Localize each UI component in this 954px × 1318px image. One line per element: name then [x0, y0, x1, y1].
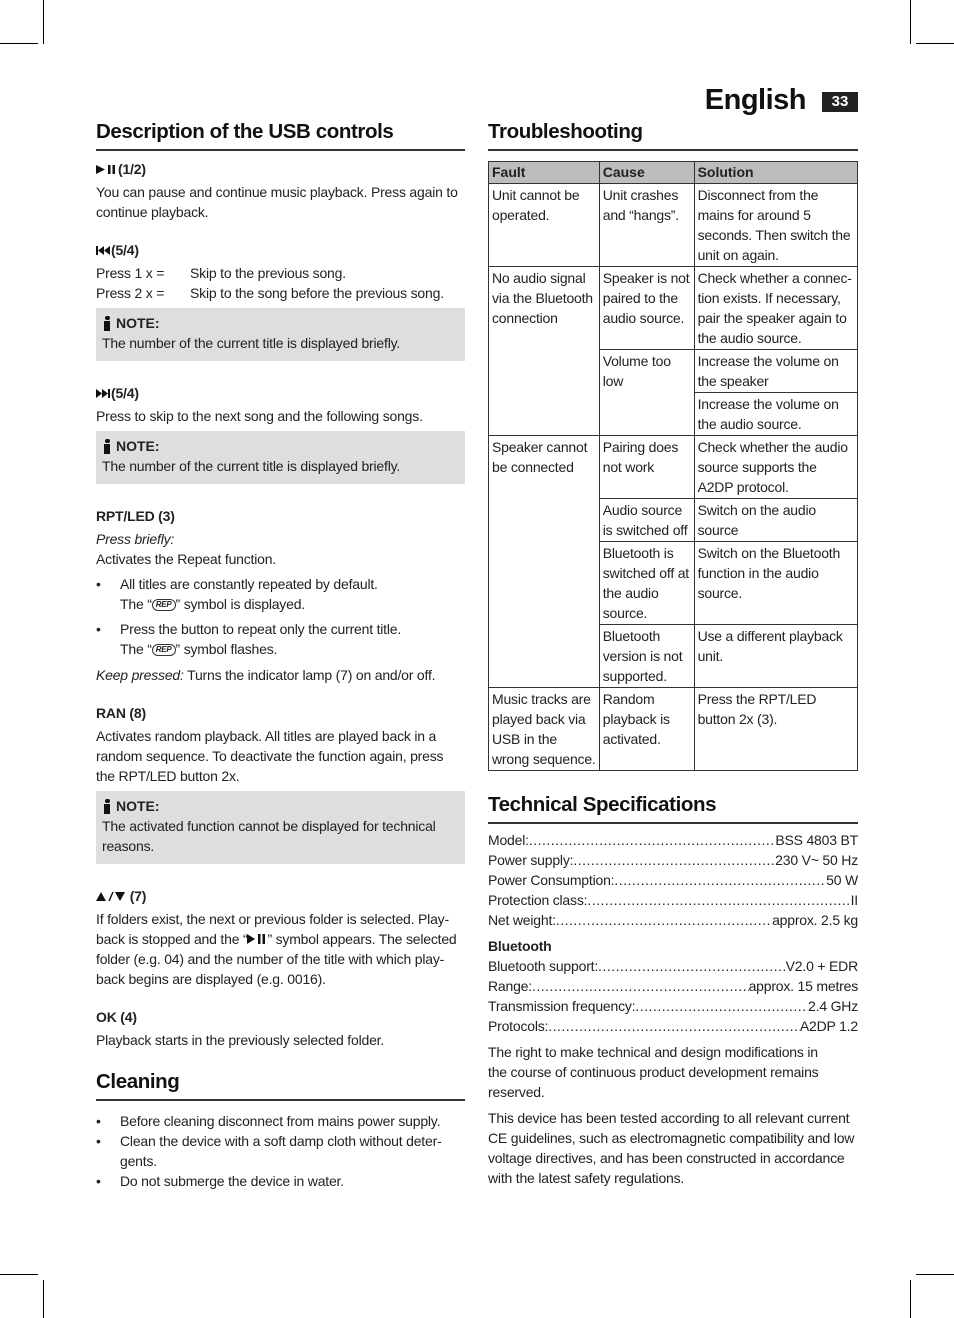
ce-compliance-note: This device has been tested according to all relevant current CE guidelines, such as electromagnetic compatibility and low voltage directives, and has been constructed in accordance with the latest safety regulations.	[488, 1110, 855, 1186]
column-header: Fault	[489, 162, 600, 184]
ok-text: Playback starts in the previously selected folder.	[96, 1032, 385, 1048]
repeat-activates-text: Activates the Repeat function.	[96, 551, 276, 567]
spec-row: Transmission frequency: ..... 2.4 GHz	[488, 996, 858, 1016]
page-number: 33	[822, 92, 858, 112]
cause-cell: Unit crashes and “hangs”.	[599, 184, 694, 267]
spec-row: Net weight: ..... approx. 2.5 kg	[488, 910, 858, 930]
solution-cell: Use a different playback unit.	[694, 625, 857, 688]
fault-cell: Speaker cannot be connected	[489, 436, 600, 688]
troubleshooting-table	[488, 161, 858, 771]
language-heading: English	[704, 84, 806, 116]
info-icon	[102, 799, 112, 814]
list-item: • Do not submerge the device in water.	[96, 1171, 465, 1191]
cause-cell: Speaker is not paired to the audio source.	[599, 267, 694, 350]
spec-row: Power Consumption: ..... 50 W	[488, 870, 858, 890]
solution-cell: Switch on the Bluetooth function in the audio source.	[694, 542, 857, 625]
crop-mark	[43, 0, 44, 44]
troubleshooting-title: Troubleshooting	[488, 120, 858, 151]
solution-cell: Press the RPT/LED button 2x (3).	[694, 688, 857, 771]
bluetooth-heading: Bluetooth	[488, 938, 552, 954]
next-heading: (5/4)	[96, 383, 465, 403]
up-down-heading: (7)	[96, 886, 465, 906]
cause-cell: Audio source is switched off	[599, 499, 694, 542]
previous-heading: (5/4)	[96, 240, 465, 260]
cause-cell: Bluetooth version is not supported.	[599, 625, 694, 688]
solution-cell: Disconnect from the mains for around 5 seconds. Then switch the unit on again.	[694, 184, 857, 267]
skip-forward-icon	[96, 388, 111, 399]
table-row	[489, 267, 858, 350]
table-row	[489, 184, 858, 267]
crop-mark	[910, 0, 911, 44]
fault-cell: No audio signal via the Bluetooth connection	[489, 267, 600, 436]
spec-row: Model: ..... BSS 4803 BT	[488, 830, 858, 850]
crop-mark	[43, 1280, 44, 1318]
spec-row: Protocols: ..... A2DP 1.2	[488, 1016, 858, 1036]
press-twice-row: Press 2 x = Skip to the song before the previous song.	[96, 285, 444, 301]
fault-cell: Unit cannot be operated.	[489, 184, 600, 267]
repeat-icon: REP	[152, 599, 176, 611]
left-column	[96, 120, 465, 1191]
crop-mark	[916, 1274, 954, 1275]
spec-list	[488, 830, 858, 930]
rpt-led-heading: RPT/LED (3)	[96, 508, 175, 524]
spec-row: Range: ..... approx. 15 metres	[488, 976, 858, 996]
play-pause-text: You can pause and continue music playback. Press again to continue playback.	[96, 184, 458, 220]
column-header: Solution	[694, 162, 857, 184]
list-item: • Clean the device with a soft damp cloth without deter-gents.	[96, 1131, 465, 1171]
cause-cell: Bluetooth is switched off at the audio source.	[599, 542, 694, 625]
cause-cell: Pairing does not work	[599, 436, 694, 499]
ran-text: Activates random playback. All titles are played back in a random sequence. To deactivate the function again, press the RPT/LED button 2x.	[96, 728, 444, 784]
crop-mark	[0, 1274, 38, 1275]
info-icon	[102, 316, 112, 331]
solution-cell: Check whether a connec-tion exists. If necessary, pair the speaker again to the audio source.	[694, 267, 857, 350]
up-down-text: If folders exist, the next or previous folder is selected. Play-back is stopped and the “ ” symbol appears. The selected folder (e.g. 04) and the number of the title with which play-back begins are displayed (e.g. 0016).	[96, 911, 457, 987]
list-item: • Before cleaning disconnect from mains power supply.	[96, 1111, 465, 1131]
solution-cell: Increase the volume on the speaker	[694, 350, 857, 393]
fault-cell: Music tracks are played back via USB in the wrong sequence.	[489, 688, 600, 771]
crop-mark	[910, 1280, 911, 1318]
ran-heading: RAN (8)	[96, 705, 146, 721]
cleaning-list	[96, 1111, 465, 1191]
solution-cell: Increase the volume on the audio source.	[694, 393, 857, 436]
modifications-note: The right to make technical and design modifications in the course of continuous product development remains reserved.	[488, 1044, 819, 1100]
note-box: NOTE: The number of the current title is displayed briefly.	[96, 308, 465, 361]
next-text: Press to skip to the next song and the following songs.	[96, 408, 423, 424]
keep-pressed-text: Keep pressed: Turns the indicator lamp (7) on and/or off.	[96, 667, 436, 683]
table-row	[489, 688, 858, 771]
skip-back-icon	[96, 245, 111, 256]
ok-heading: OK (4)	[96, 1009, 137, 1025]
solution-cell: Switch on the audio source	[694, 499, 857, 542]
press-once-row: Press 1 x = Skip to the previous song.	[96, 265, 346, 281]
crop-mark	[0, 43, 38, 44]
usb-controls-title: Description of the USB controls	[96, 120, 465, 151]
table-header-row	[489, 162, 858, 184]
note-box: NOTE: The activated function cannot be displayed for technical reasons.	[96, 791, 465, 864]
bluetooth-spec-list	[488, 956, 858, 1036]
cause-cell: Volume too low	[599, 350, 694, 436]
table-row	[489, 436, 858, 499]
cause-cell: Random playback is activated.	[599, 688, 694, 771]
solution-cell: Check whether the audio source supports the A2DP protocol.	[694, 436, 857, 499]
cleaning-title: Cleaning	[96, 1070, 465, 1101]
play-pause-icon	[96, 164, 118, 175]
press-briefly-label: Press briefly:	[96, 531, 175, 547]
play-pause-heading: (1/2)	[96, 159, 465, 179]
repeat-bullets	[96, 574, 465, 659]
column-header: Cause	[599, 162, 694, 184]
crop-mark	[916, 43, 954, 44]
up-down-icon	[96, 891, 126, 902]
spec-row: Bluetooth support: ..... V2.0 + EDR	[488, 956, 858, 976]
spec-row: Power supply: ..... 230 V~ 50 Hz	[488, 850, 858, 870]
info-icon	[102, 439, 112, 454]
right-column	[488, 120, 858, 1188]
specs-title: Technical Specifications	[488, 793, 858, 824]
play-pause-icon	[247, 934, 267, 944]
list-item: • All titles are constantly repeated by default. The “ REP ” symbol is displayed.	[96, 574, 465, 614]
repeat-icon: REP	[152, 644, 176, 656]
note-box: NOTE: The number of the current title is displayed briefly.	[96, 431, 465, 484]
list-item: • Press the button to repeat only the current title. The “ REP ” symbol flashes.	[96, 619, 465, 659]
spec-row: Protection class: ..... II	[488, 890, 858, 910]
